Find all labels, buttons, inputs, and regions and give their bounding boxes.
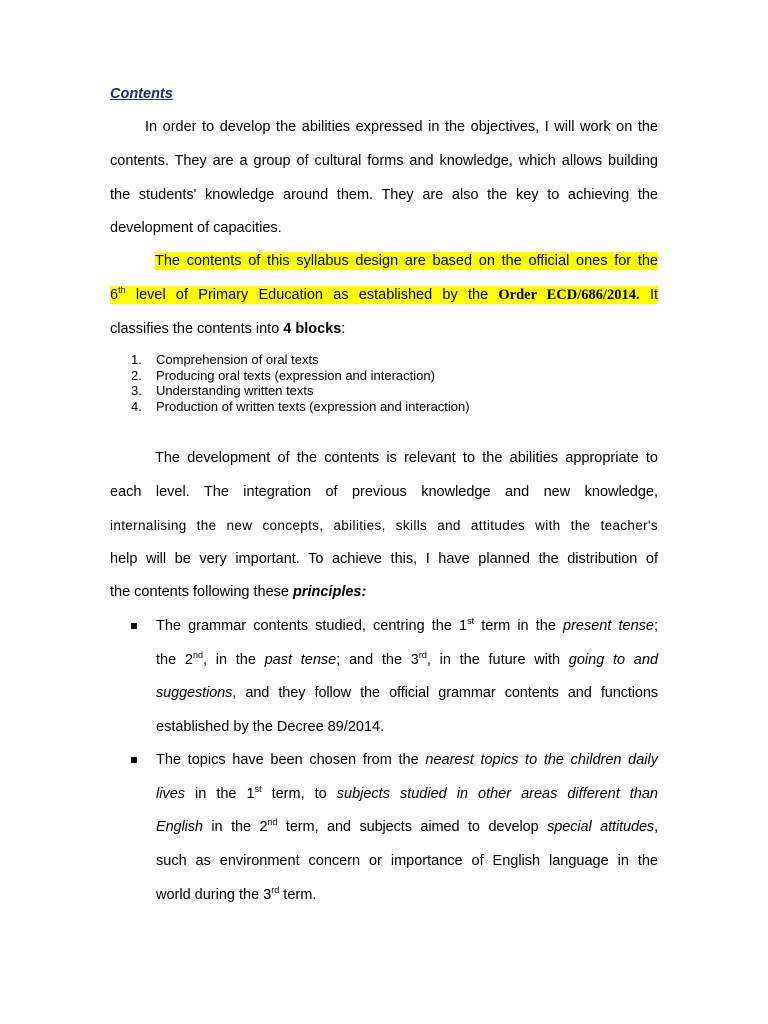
list-item: 2. Producing oral texts (expression and interaction) <box>131 367 435 383</box>
intro-line-1: In order to develop the abilities expressed in the objectives, I will work on the <box>145 119 658 135</box>
development-line-1: The development of the contents is relevant to the abilities appropriate to <box>155 450 658 466</box>
bullet2-line-4: such as environment concern or importance of English language in the <box>156 853 658 869</box>
section-heading: Contents <box>110 86 173 102</box>
development-line-4: help will be very important. To achieve this, I have planned the distribution of <box>110 551 658 567</box>
bullet1-line-4: established by the Decree 89/2014. <box>156 719 385 735</box>
highlight-line-3: classifies the contents into 4 blocks: <box>110 321 346 337</box>
intro-line-4: development of capacities. <box>110 220 282 236</box>
highlight-line-2: 6th level of Primary Education as established by the Order ECD/686/2014. It <box>110 285 659 303</box>
blocks-list <box>110 352 658 415</box>
list-item: 1. Comprehension of oral texts <box>131 352 319 367</box>
intro-line-3: the students' knowledge around them. They are also the key to achieving the <box>110 187 658 203</box>
list-item: 3. Understanding written texts <box>131 383 314 399</box>
list-item: 4. Production of written texts (expression and interaction) <box>131 399 470 415</box>
bullet1-line-3: suggestions, and they follow the official grammar contents and functions <box>156 685 658 701</box>
bullet-square-icon <box>131 623 137 629</box>
intro-line-2: contents. They are a group of cultural forms and knowledge, which allows building <box>110 153 658 169</box>
bullet1-line-1: The grammar contents studied, centring the 1st term in the present tense; <box>156 616 658 634</box>
bullet-square-icon <box>131 757 137 763</box>
order-reference: Order ECD/686/2014. <box>498 287 640 303</box>
bullet2-line-5: world during the 3rd term. <box>156 885 317 903</box>
development-line-3: internalising the new concepts, abilities, skills and attitudes with the teacher's <box>110 518 658 533</box>
highlight-line-1: The contents of this syllabus design are based on the official ones for the <box>155 253 658 269</box>
bullet2-line-3: English in the 2nd term, and subjects aimed to develop special attitudes, <box>156 817 659 835</box>
development-line-2: each level. The integration of previous knowledge and new knowledge, <box>110 484 658 500</box>
development-line-5: the contents following these principles: <box>110 584 367 600</box>
bullet1-line-2: the 2nd, in the past tense; and the 3rd, in the future with going to and <box>156 650 659 668</box>
bullet2-line-2: lives in the 1st term, to subjects studied in other areas different than <box>156 784 658 802</box>
bullet2-line-1: The topics have been chosen from the nearest topics to the children daily <box>156 752 658 768</box>
